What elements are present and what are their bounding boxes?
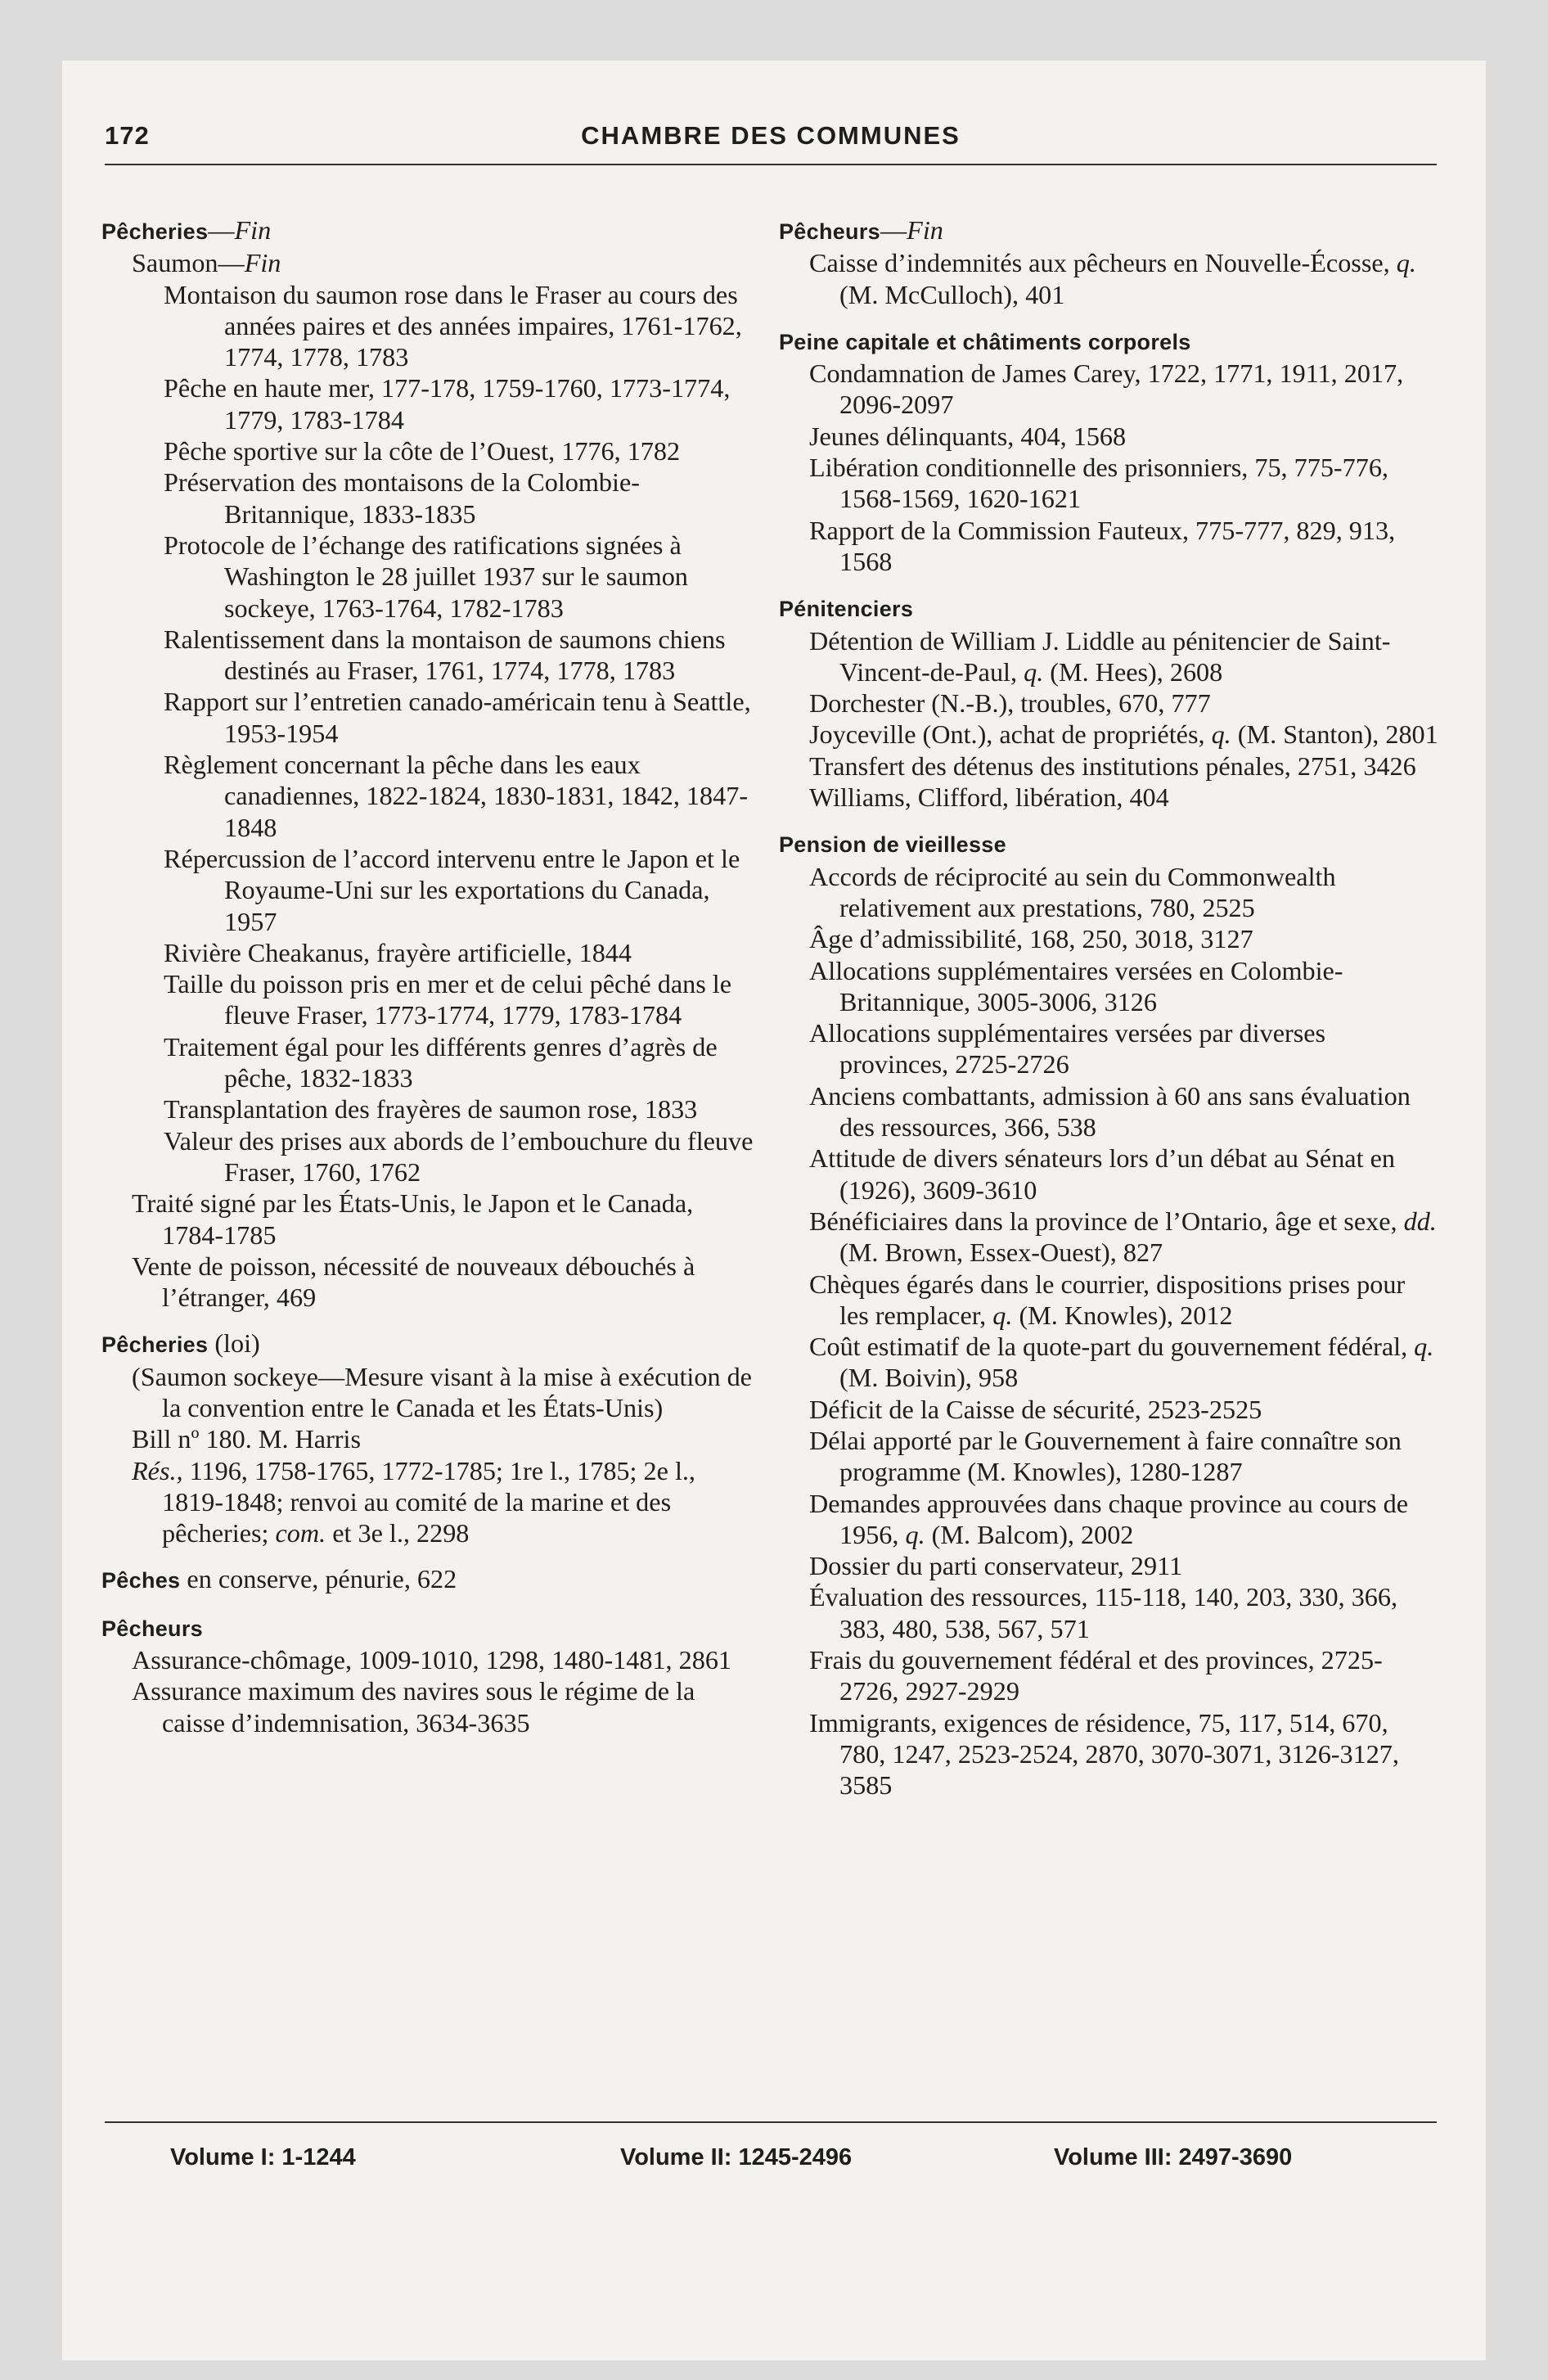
index-entry — [779, 1206, 1440, 1269]
index-entry — [779, 923, 1440, 954]
index-entry — [779, 1707, 1440, 1801]
index-entry — [779, 358, 1440, 421]
heading-term: Pêcheurs — [101, 1616, 203, 1641]
index-subentry — [101, 843, 756, 937]
entry-text: Valeur des prises aux abords de l’embouchure du fleuve Fraser, 1760, 1762 — [164, 1125, 754, 1187]
entry-text: Allocations supplémentaires versées en Colombie-Britannique, 3005-3006, 3126 — [809, 955, 1343, 1016]
entry-text: Transplantation des frayères de saumon rose, 1833 — [164, 1094, 698, 1125]
index-entry — [101, 1251, 756, 1314]
index-entry — [779, 861, 1440, 924]
index-entry — [101, 1455, 756, 1549]
entry-text: Assurance maximum des navires sous le régime de la caisse d’indemnisation, 3634-3635 — [132, 1676, 695, 1738]
entry-text: Transfert des détenus des institutions pénales, 2751, 3426 — [809, 751, 1416, 781]
index-entry — [101, 247, 756, 278]
entry-italic: q. — [1396, 248, 1416, 278]
entry-italic: dd. — [1403, 1206, 1437, 1236]
index-subentry — [101, 372, 756, 435]
entry-italic: q. — [1211, 719, 1231, 750]
index-column-left — [101, 214, 756, 1738]
entry-text: Détention de William J. Liddle au pénitencier de Saint-Vincent-de-Paul, — [809, 625, 1391, 687]
entry-text-cont: (M. Hees), 2608 — [1043, 656, 1223, 687]
index-subentry — [101, 937, 756, 968]
index-entry — [779, 247, 1440, 310]
entry-text-cont: (M. Boivin), 958 — [839, 1363, 1019, 1393]
entry-text-cont: (M. Brown, Essex-Ouest), 827 — [839, 1237, 1163, 1268]
heading-italic: Fin — [234, 215, 272, 245]
entry-text: Ralentissement dans la montaison de saumons chiens destinés au Fraser, 1761, 1774, 1778, 1783 — [164, 624, 726, 686]
entry-text: (Saumon sockeye—Mesure visant à la mise à exécution de la convention entre le Canada et les États-Unis) — [132, 1361, 752, 1422]
index-entry — [101, 1423, 756, 1454]
entry-italic: q. — [1024, 656, 1044, 687]
index-entry — [779, 1581, 1440, 1644]
index-entry — [779, 1550, 1440, 1581]
index-subentry — [101, 749, 756, 843]
entry-text: Saumon— — [132, 248, 245, 278]
heading-term: Pénitenciers — [779, 597, 914, 622]
index-entry — [779, 1425, 1440, 1488]
entry-text: 1196, 1758-1765, 1772-1785; 1re l., 1785; 2e l., 1819-1848; renvoi au comité de la marine et des pêcheries; — [162, 1455, 695, 1548]
entry-text: Attitude de divers sénateurs lors d’un débat au Sénat en (1926), 3609-3610 — [809, 1143, 1395, 1205]
section-gap — [101, 1313, 756, 1327]
volume-footer — [105, 2144, 1437, 2180]
index-subentry — [101, 435, 756, 467]
entry-italic: com. — [275, 1518, 326, 1548]
index-entry — [779, 782, 1440, 813]
entry-text: Bill nº 180. M. Harris — [132, 1424, 361, 1454]
index-column-right — [779, 214, 1440, 1801]
heading-tail: (loi) — [208, 1328, 260, 1359]
heading-term: Pêcheries — [101, 219, 209, 244]
entry-text: Jeunes délinquants, 404, 1568 — [809, 421, 1127, 451]
heading-tail: — — [208, 215, 235, 245]
entry-text: Dossier du parti conservateur, 2911 — [809, 1551, 1183, 1581]
entry-text: Protocole de l’échange des ratifications signées à Washington le 28 juillet 1937 sur le saumon sockeye, 1763-1764, 1782-1783 — [164, 530, 688, 623]
index-entry — [101, 1644, 756, 1675]
page-number: 172 — [105, 121, 150, 150]
index-subentry — [101, 686, 756, 749]
heading-tail: en conserve, pénurie, 622 — [180, 1564, 457, 1594]
entry-text: Dorchester (N.-B.), troubles, 670, 777 — [809, 688, 1211, 719]
entry-text: Caisse d’indemnités aux pêcheurs en Nouvelle-Écosse, — [809, 248, 1397, 278]
index-entry — [101, 1188, 756, 1251]
index-subentry — [101, 1125, 756, 1188]
footer-volume-1: Volume I: 1-1244 — [170, 2144, 356, 2170]
index-subentry — [101, 279, 756, 373]
index-heading — [779, 214, 1440, 247]
footer-volume-2: Volume II: 1245-2496 — [620, 2144, 853, 2170]
entry-text: Chèques égarés dans le courrier, dispositions prises pour les remplacer, — [809, 1269, 1406, 1330]
entry-text-cont: et 3e l., 2298 — [326, 1518, 470, 1548]
index-heading — [101, 1611, 756, 1644]
entry-text: Règlement concernant la pêche dans les eaux canadiennes, 1822-1824, 1830-1831, 1842, 1847-1848 — [164, 750, 749, 842]
entry-text: Rapport sur l’entretien canado-américain tenu à Seattle, 1953-1954 — [164, 687, 751, 748]
section-gap — [779, 577, 1440, 592]
heading-term: Peine capitale et châtiments corporels — [779, 329, 1191, 354]
entry-text-cont: (M. Balcom), 2002 — [925, 1519, 1134, 1549]
entry-text: Assurance-chômage, 1009-1010, 1298, 1480-1481, 2861 — [132, 1645, 732, 1675]
index-subentry — [101, 1031, 756, 1094]
entry-text: Pêche sportive sur la côte de l’Ouest, 1776, 1782 — [164, 436, 681, 467]
index-subentry — [101, 968, 756, 1031]
entry-text: Demandes approuvées dans chaque province au cours de 1956, — [809, 1488, 1408, 1549]
index-entry — [779, 751, 1440, 782]
heading-term: Pêcheurs — [779, 219, 880, 244]
index-subentry — [101, 467, 756, 530]
index-entry — [779, 625, 1440, 688]
index-heading — [779, 325, 1440, 358]
entry-text: Évaluation des ressources, 115-118, 140, 203, 330, 366, 383, 480, 538, 567, 571 — [809, 1582, 1398, 1643]
entry-text: Immigrants, exigences de résidence, 75, 117, 514, 670, 780, 1247, 2523-2524, 2870, 3070-3071, 3126-3127, 3585 — [809, 1707, 1399, 1801]
index-entry — [779, 1017, 1440, 1080]
entry-text: Déficit de la Caisse de sécurité, 2523-2525 — [809, 1394, 1262, 1424]
entry-text-cont: (M. Knowles), 2012 — [1012, 1300, 1233, 1330]
heading-tail: — — [880, 215, 907, 245]
entry-italic-lead: Rés., — [132, 1455, 183, 1485]
section-gap — [779, 813, 1440, 827]
heading-italic: Fin — [907, 215, 943, 245]
index-entry — [779, 452, 1440, 515]
index-entry — [101, 1361, 756, 1424]
index-entry — [779, 1488, 1440, 1551]
entry-text: Préservation des montaisons de la Colombie-Britannique, 1833-1835 — [164, 467, 640, 529]
entry-text: Anciens combattants, admission à 60 ans sans évaluation des ressources, 366, 538 — [809, 1080, 1411, 1143]
entry-text: Rivière Cheakanus, frayère artificielle, 1844 — [164, 937, 632, 967]
entry-text: Rapport de la Commission Fauteux, 775-777, 829, 913, 1568 — [809, 515, 1396, 576]
section-gap — [101, 1597, 756, 1611]
heading-term: Pension de vieillesse — [779, 832, 1006, 858]
heading-term: Pêcheries — [101, 1332, 209, 1358]
index-entry — [779, 1331, 1440, 1394]
entry-text: Coût estimatif de la quote-part du gouvernement fédéral, — [809, 1332, 1415, 1362]
footer-volume-3: Volume III: 2497-3690 — [1054, 2144, 1293, 2170]
entry-text: Joyceville (Ont.), achat de propriétés, — [809, 719, 1212, 750]
entry-text: Pêche en haute mer, 177-178, 1759-1760, 1773-1774, 1779, 1783-1784 — [164, 373, 731, 435]
entry-italic: q. — [992, 1300, 1013, 1330]
entry-text: Délai apporté par le Gouvernement à faire connaître son programme (M. Knowles), 1280-1287 — [809, 1425, 1402, 1487]
entry-text: Condamnation de James Carey, 1722, 1771, 1911, 2017, 2096-2097 — [809, 358, 1404, 420]
entry-text: Répercussion de l’accord intervenu entre le Japon et le Royaume-Uni sur les exportations du Canada, 1957 — [164, 843, 740, 936]
entry-text: Âge d’admissibilité, 168, 250, 3018, 3127 — [809, 924, 1253, 954]
entry-text: Vente de poisson, nécessité de nouveaux débouchés à l’étranger, 469 — [132, 1251, 695, 1313]
entry-italic: q. — [1414, 1332, 1434, 1362]
index-entry — [101, 1675, 756, 1738]
index-heading — [101, 1327, 756, 1360]
index-entry — [779, 1143, 1440, 1206]
index-entry — [779, 515, 1440, 578]
index-entry — [779, 687, 1440, 719]
index-heading — [101, 1563, 756, 1596]
entry-text-cont: (M. Stanton), 2801 — [1231, 719, 1438, 750]
entry-text: Accords de réciprocité au sein du Commonwealth relativement aux prestations, 780, 2525 — [809, 861, 1336, 922]
entry-italic: q. — [905, 1519, 925, 1549]
section-gap — [101, 1548, 756, 1563]
section-gap — [779, 310, 1440, 325]
entry-italic: Fin — [244, 248, 281, 278]
entry-text: Williams, Clifford, libération, 404 — [809, 782, 1169, 813]
index-entry — [779, 719, 1440, 750]
entry-text: Libération conditionnelle des prisonniers, 75, 775-776, 1568-1569, 1620-1621 — [809, 453, 1388, 514]
index-heading — [779, 592, 1440, 624]
index-subentry — [101, 530, 756, 624]
entry-text: Traitement égal pour les différents genres d’agrès de pêche, 1832-1833 — [164, 1031, 718, 1093]
index-entry — [779, 1269, 1440, 1332]
index-entry — [779, 1080, 1440, 1143]
index-heading — [779, 827, 1440, 860]
footer-rule — [105, 2121, 1437, 2123]
index-entry — [779, 421, 1440, 452]
index-subentry — [101, 624, 756, 687]
index-entry — [779, 955, 1440, 1018]
entry-text: Taille du poisson pris en mer et de celui pêché dans le fleuve Fraser, 1773-1774, 1779, 1783-1784 — [164, 969, 732, 1030]
entry-text: Bénéficiaires dans la province de l’Ontario, âge et sexe, — [809, 1206, 1404, 1236]
entry-text: Montaison du saumon rose dans le Fraser au cours des années paires et des années impaires, 1761-1762, 1774, 1778, 1783 — [164, 279, 742, 372]
running-title: CHAMBRE DES COMMUNES — [581, 121, 961, 150]
entry-text-cont: (M. McCulloch), 401 — [839, 279, 1065, 309]
entry-text: Frais du gouvernement fédéral et des provinces, 2725-2726, 2927-2929 — [809, 1645, 1383, 1706]
entry-text: Traité signé par les États-Unis, le Japon et le Canada, 1784-1785 — [132, 1188, 694, 1250]
entry-text: Allocations supplémentaires versées par diverses provinces, 2725-2726 — [809, 1018, 1326, 1080]
index-subentry — [101, 1093, 756, 1125]
index-heading — [101, 214, 756, 247]
header-rule — [105, 164, 1437, 165]
index-entry — [779, 1394, 1440, 1425]
page-header — [105, 121, 1437, 162]
index-entry — [779, 1644, 1440, 1707]
heading-term: Pêches — [101, 1568, 181, 1593]
